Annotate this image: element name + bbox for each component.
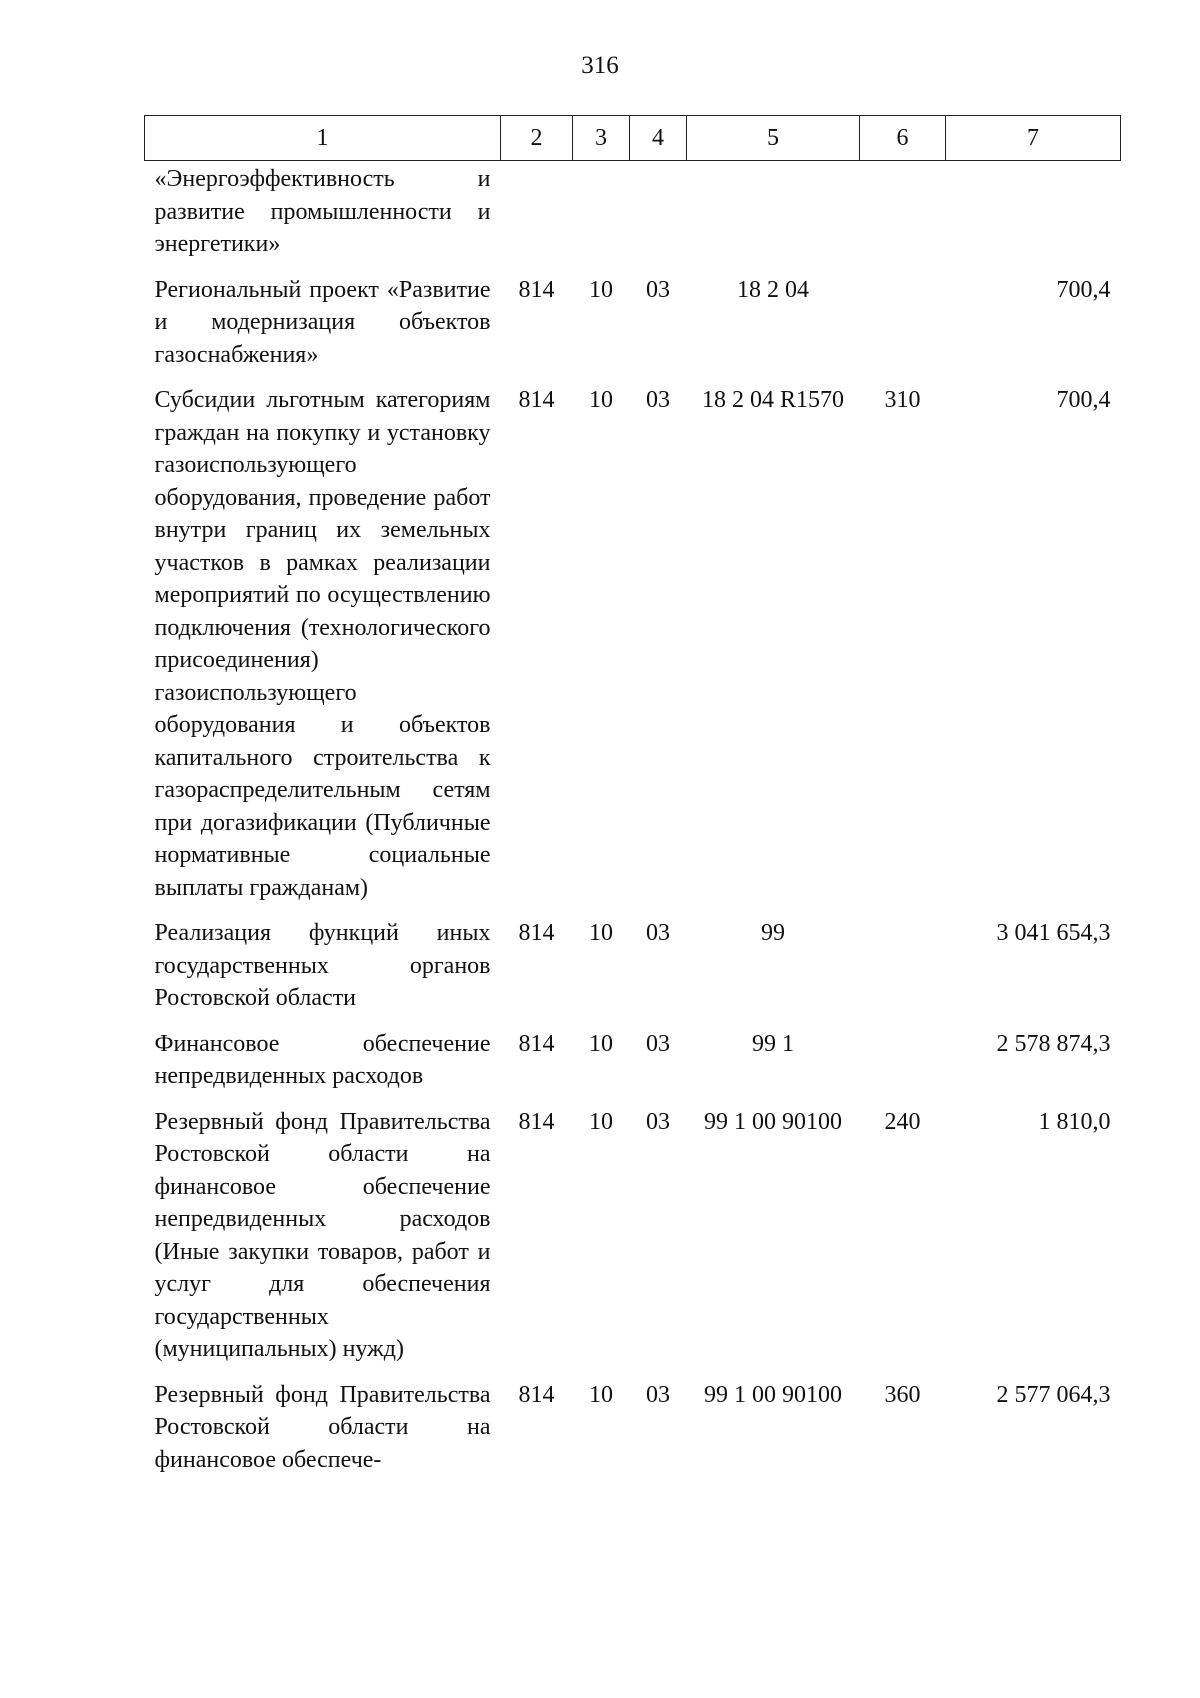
row-amount: 700,4 (1056, 387, 1111, 413)
column-header-4: 4 (630, 116, 687, 161)
row-code-target: 99 1 (752, 1030, 794, 1057)
row-code-subsection: 03 (646, 1381, 670, 1408)
header-row (145, 116, 1121, 161)
row-code-target (687, 161, 860, 261)
row-code-ministry (501, 161, 573, 261)
row-code-section: 10 (589, 276, 613, 303)
row-code-ministry: 814 (518, 920, 555, 946)
row-amount (946, 161, 1121, 261)
table-row (145, 261, 1121, 372)
row-code-ministry: 814 (518, 1381, 555, 1408)
row-code-expense-type (860, 161, 946, 261)
row-code-expense-type (860, 904, 946, 1015)
row-code-expense-type (860, 1015, 946, 1093)
row-amount: 2 577 064,3 (996, 1381, 1111, 1408)
row-code-section: 10 (589, 920, 613, 946)
row-name: Резервный фонд Правительства Ростовской области на финансовое обеспечение непредвиденных расходов (Иные закупки товаров, работ и услуг для обеспечения государственных (муниципальных) нужд) (154, 1108, 491, 1362)
row-code-subsection: 03 (646, 276, 670, 303)
budget-table (144, 115, 1121, 1476)
row-code-subsection: 03 (646, 1108, 670, 1135)
table-body (145, 161, 1121, 1477)
column-header-3: 3 (573, 116, 630, 161)
row-name: Региональный проект «Развитие и модернизация объектов газоснабжения» (154, 276, 491, 368)
row-code-target: 99 1 00 90100 (704, 1381, 842, 1408)
row-code-ministry: 814 (518, 1030, 555, 1057)
row-name: «Энергоэффективность и развитие промышленности и энергетики» (154, 166, 491, 257)
row-code-section: 10 (589, 1381, 613, 1408)
row-amount: 3 041 654,3 (996, 920, 1111, 946)
table-row (145, 904, 1121, 1015)
table-row (145, 1366, 1121, 1477)
row-code-target: 99 (761, 920, 785, 946)
column-header-5: 5 (687, 116, 860, 161)
row-name: Резервный фонд Правительства Ростовской области на финансовое обеспече- (154, 1381, 491, 1473)
column-header-1: 1 (145, 116, 501, 161)
row-code-subsection: 03 (646, 1030, 670, 1057)
row-code-target: 99 1 00 90100 (704, 1108, 842, 1135)
row-code-expense-type: 360 (884, 1381, 921, 1408)
row-code-target: 18 2 04 R1570 (701, 387, 844, 413)
row-amount: 1 810,0 (1038, 1108, 1111, 1135)
column-header-6: 6 (860, 116, 946, 161)
column-header-2: 2 (501, 116, 573, 161)
row-code-expense-type: 240 (884, 1108, 921, 1135)
row-code-subsection: 03 (646, 920, 670, 946)
row-amount: 700,4 (1056, 276, 1111, 303)
row-code-ministry: 814 (518, 276, 555, 303)
row-code-section: 10 (589, 387, 613, 413)
row-code-expense-type: 310 (884, 387, 921, 413)
table-row (145, 371, 1121, 904)
row-code-section: 10 (589, 1108, 613, 1135)
row-code-section: 10 (589, 1030, 613, 1057)
table-row (145, 161, 1121, 261)
row-name: Реализация функций иных государственных органов Ростовской области (154, 920, 491, 1011)
row-code-subsection: 03 (646, 387, 670, 413)
row-amount: 2 578 874,3 (996, 1030, 1111, 1057)
row-code-expense-type (860, 261, 946, 372)
row-code-section (573, 161, 630, 261)
column-header-7: 7 (946, 116, 1121, 161)
table-row (145, 1093, 1121, 1366)
table-row (145, 1015, 1121, 1093)
table-header (145, 116, 1121, 161)
row-code-target: 18 2 04 (737, 276, 809, 303)
row-name: Финансовое обеспечение непредвиденных расходов (154, 1030, 491, 1089)
row-code-ministry: 814 (518, 387, 555, 413)
row-name: Субсидии льготным категориям граждан на покупку и установку газоиспользующего оборудования, проведение работ внутри границ их земельных участков в рамках реализации мероприятий по осуществлению подключения (технологического присоединения) газоиспользующего оборудования и объектов капитального строительства к газораспределительным сетям при догазификации (Публичные нормативные социальные выплаты гражданам) (154, 387, 491, 901)
row-code-subsection (630, 161, 687, 261)
row-code-ministry: 814 (518, 1108, 555, 1135)
page-number: 316 (581, 52, 619, 79)
